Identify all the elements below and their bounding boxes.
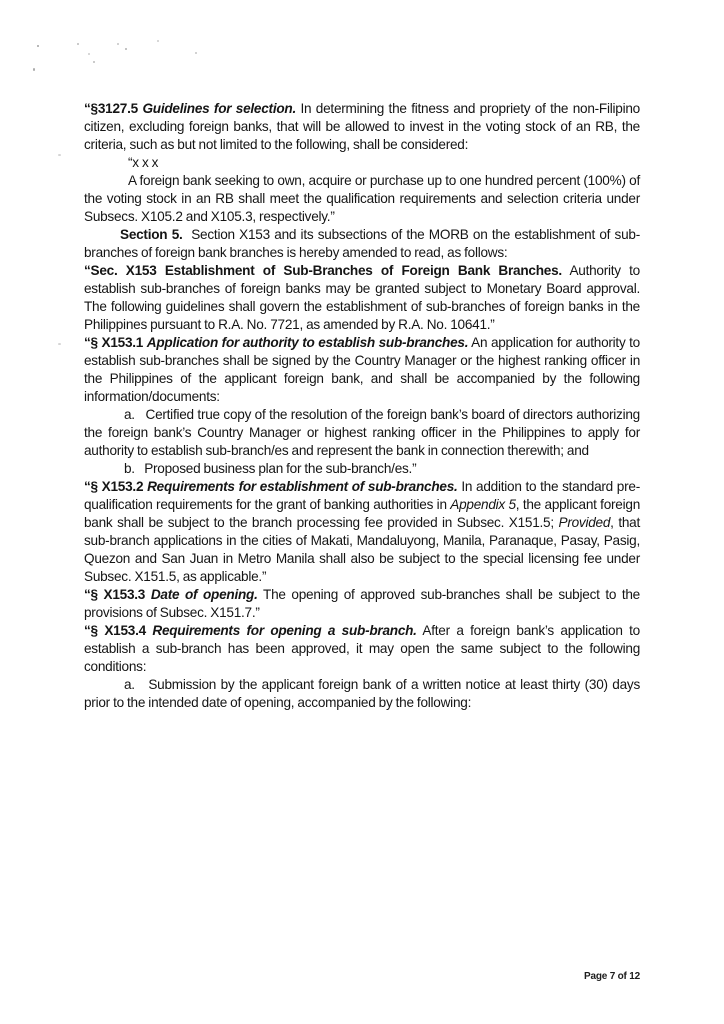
scan-speckle: [195, 52, 197, 54]
scan-speckle: [77, 43, 79, 45]
paragraph-x153-2: “§ X153.2 Requirements for establishment of sub-branches. In addition to the standard pre-qualification requirements for the grant of banking authorities in Appendix 5, the applicant foreign bank shall be subject to the branch processing fee provided in Subsec. X151.5; Provided, that sub-branch applications in the cities of Makati, Mandaluyong, Manila, Paranaque, Pasay, Pasig, Quezon and San Juan in Metro Manila shall also be subject to the special licensing fee under Subsec. X151.5, as applicable.”: [84, 479, 641, 584]
paragraph-x153-1-item-b: b. Proposed business plan for the sub-branch/es.”: [124, 461, 417, 476]
paragraph-x153-3: “§ X153.3 Date of opening. The opening of approved sub-branches shall be subject to the provisions of Subsec. X151.7.”: [84, 587, 640, 620]
scan-speckle: [125, 48, 127, 50]
scan-speckle: [93, 61, 95, 63]
scan-speckle: [117, 43, 119, 45]
page-footer: Page 7 of 12: [584, 971, 640, 982]
paragraph-section-5: Section 5. Section X153 and its subsections of the MORB on the establishment of sub-branches of foreign bank branches is hereby amended to read, as follows:: [84, 227, 640, 260]
paragraph-foreign-bank: A foreign bank seeking to own, acquire or purchase up to one hundred percent (100%) of the voting stock in an RB shall meet the qualification requirements and selection criteria under Subsecs. X105.2 and X105.3, respectively.”: [84, 173, 640, 224]
document-content: [84, 100, 640, 712]
paragraph-x153-1-item-a: a. Certified true copy of the resolution of the foreign bank’s board of directors authorizing the foreign bank’s Country Manager or highest ranking officer in the Philippines to apply for authority to establish sub-branch/es and represent the bank in connection therewith; and: [84, 407, 640, 458]
scan-speckle: [58, 343, 61, 345]
scan-speckle: [37, 45, 39, 47]
paragraph-xxx: “x x x: [128, 155, 159, 170]
paragraph-x153-4: “§ X153.4 Requirements for opening a sub-branch. After a foreign bank’s application to establish a sub-branch has been approved, it may open the same subject to the following conditions:: [84, 623, 640, 674]
scan-speckle: [58, 154, 61, 156]
paragraph-sec-3127-5: “§3127.5 Guidelines for selection. In determining the fitness and propriety of the non-Filipino citizen, excluding foreign banks, that will be allowed to invest in the voting stock of an RB, the criteria, such as but not limited to the following, shall be considered:: [84, 101, 640, 152]
scan-speckle: [33, 68, 35, 71]
paragraph-x153-4-item-a: a. Submission by the applicant foreign bank of a written notice at least thirty (30) days prior to the intended date of opening, accompanied by the following:: [84, 677, 640, 710]
paragraph-sec-x153: “Sec. X153 Establishment of Sub-Branches of Foreign Bank Branches. Authority to establish sub-branches of foreign banks may be granted subject to Monetary Board approval. The following guidelines shall govern the establishment of sub-branches of foreign banks in the Philippines pursuant to R.A. No. 7721, as amended by R.A. No. 10641.”: [84, 263, 640, 332]
scan-speckle: [88, 53, 90, 55]
paragraph-x153-1: “§ X153.1 Application for authority to establish sub-branches. An application for authority to establish sub-branches shall be signed by the Country Manager or the highest ranking officer in the Philippines of the applicant foreign bank, and shall be accompanied by the following information/documents:: [84, 335, 640, 404]
scan-speckle: [157, 40, 159, 42]
